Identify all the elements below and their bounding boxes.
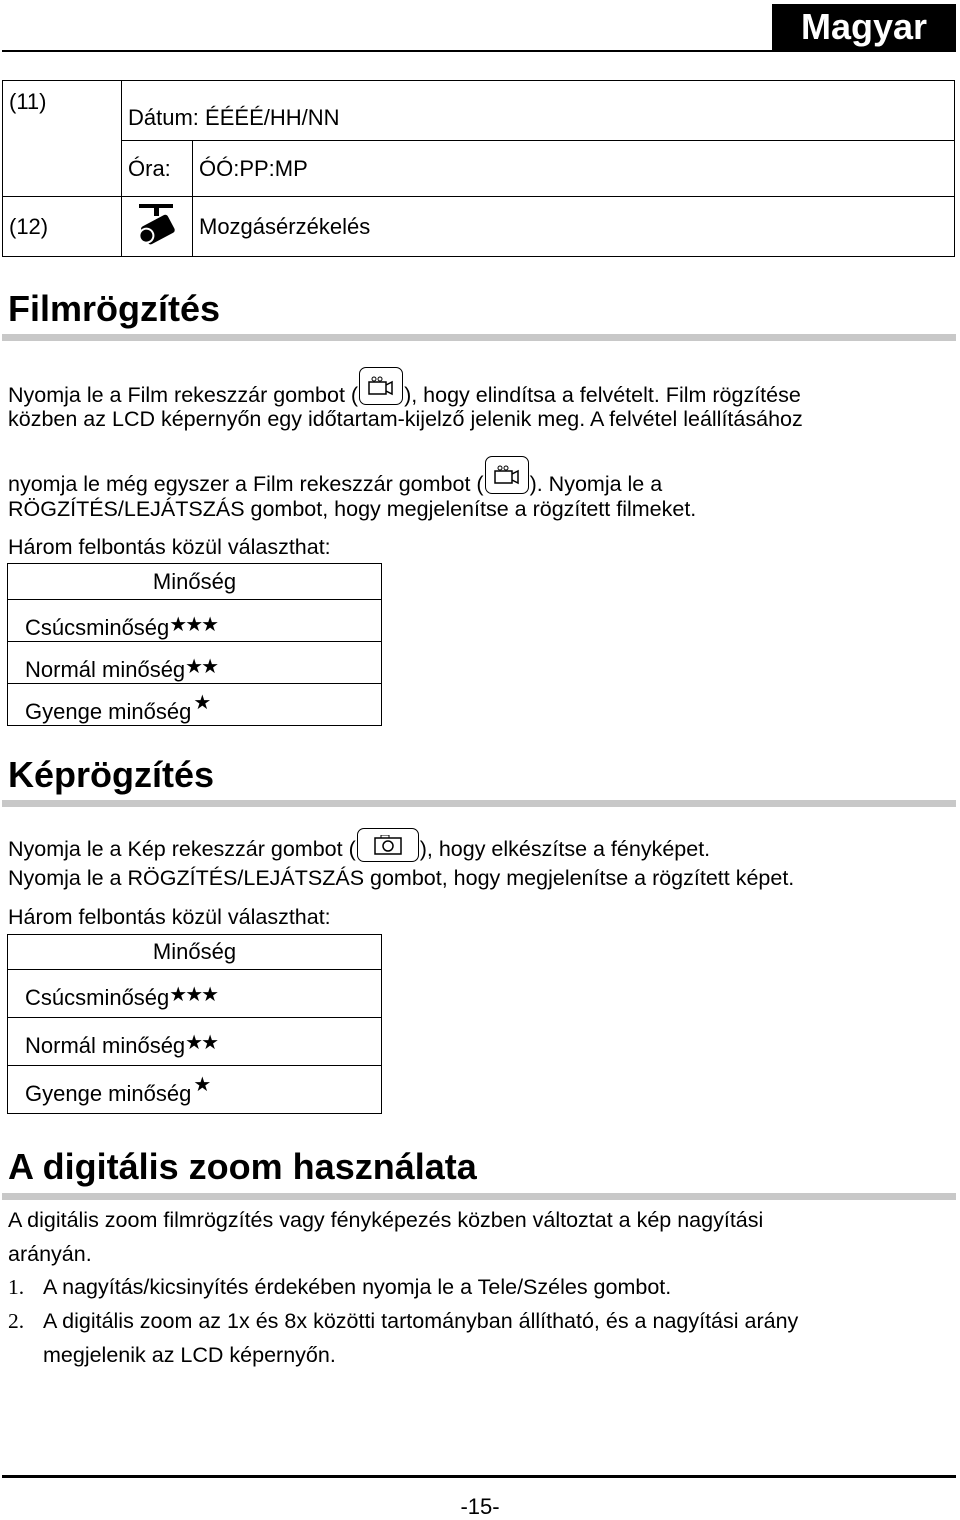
- three-stars-icon: ★★★: [169, 614, 218, 636]
- page-number: -15-: [460, 1494, 500, 1519]
- spec-table: [2, 80, 955, 257]
- header-rule: [2, 50, 956, 52]
- photo-paragraph-line1: [8, 828, 710, 862]
- time-value: ÓÓ:PP:MP: [193, 141, 955, 197]
- photo-text: ), hogy elkészítse a fényképet.: [419, 837, 711, 861]
- quality-header: Minőség: [8, 564, 382, 600]
- photo-text: Nyomja le a Kép rekeszzár gombot (: [8, 837, 356, 861]
- three-stars-icon: ★★★: [169, 984, 218, 1006]
- movie-shutter-button-icon: [359, 367, 403, 405]
- motion-icon-cell: [122, 197, 193, 257]
- zoom-heading-rule: [2, 1193, 956, 1200]
- quality-row-normal: [8, 1018, 382, 1066]
- quality-label: Normál minőség: [25, 1033, 186, 1058]
- film-quality-table: [7, 563, 382, 726]
- film-heading: Filmrögzítés: [8, 288, 221, 329]
- one-star-icon: ★: [193, 1074, 212, 1096]
- spec-row-number: (11): [3, 81, 122, 197]
- zoom-list-item-continuation: megjelenik az LCD képernyőn.: [43, 1343, 336, 1367]
- film-heading-rule: [2, 334, 956, 341]
- quality-row-normal: [8, 642, 382, 684]
- date-value: ÉÉÉÉ/HH/NN: [205, 104, 340, 130]
- film-paragraph-line4: RÖGZÍTÉS/LEJÁTSZÁS gombot, hogy megjelenítse a rögzített filmeket.: [8, 497, 697, 521]
- quality-row-low: [8, 684, 382, 726]
- motion-detection-value: Mozgásérzékelés: [193, 197, 955, 257]
- quality-row-best: [8, 600, 382, 642]
- list-number: 1.: [8, 1275, 25, 1299]
- zoom-list-item: [8, 1276, 671, 1298]
- two-stars-icon: ★★: [185, 656, 218, 678]
- quality-row-low: [8, 1066, 382, 1114]
- film-paragraph-line3: [8, 456, 662, 495]
- quality-row-best: [8, 970, 382, 1018]
- photo-heading: Képrögzítés: [8, 754, 215, 795]
- list-text: A digitális zoom az 1x és 8x közötti tartományban állítható, és a nagyítási arány: [43, 1309, 799, 1333]
- zoom-paragraph-line1: A digitális zoom filmrögzítés vagy fényképezés közben változtat a kép nagyítási: [8, 1208, 764, 1232]
- zoom-paragraph-line2: arányán.: [8, 1242, 92, 1266]
- language-badge: Magyar: [772, 4, 956, 50]
- film-paragraph-line1: [8, 367, 801, 406]
- quality-label: Gyenge minőség: [25, 699, 192, 724]
- film-text: ). Nyomja le a: [529, 472, 663, 496]
- quality-header: Minőség: [8, 935, 382, 970]
- quality-label: Normál minőség: [25, 657, 186, 682]
- film-paragraph-line2: közben az LCD képernyőn egy időtartam-kijelző jelenik meg. A felvétel leállításához: [8, 407, 803, 431]
- quality-label: Csúcsminőség: [25, 985, 170, 1010]
- date-label: Dátum:: [128, 104, 199, 130]
- film-text: nyomja le még egyszer a Film rekeszzár gombot (: [8, 472, 484, 496]
- list-text: A nagyítás/kicsinyítés érdekében nyomja le a Tele/Széles gombot.: [43, 1275, 672, 1299]
- photo-quality-table: [7, 934, 382, 1114]
- spec-row-number: (12): [3, 197, 122, 257]
- zoom-list-item: [8, 1310, 798, 1332]
- quality-label: Gyenge minőség: [25, 1081, 192, 1106]
- date-cell: [122, 81, 955, 141]
- film-paragraph-line5: Három felbontás közül választhat:: [8, 535, 331, 559]
- one-star-icon: ★: [193, 692, 212, 714]
- film-text: Nyomja le a Film rekeszzár gombot (: [8, 383, 359, 407]
- photo-shutter-button-icon: [357, 828, 419, 862]
- photo-paragraph-line3: Három felbontás közül választhat:: [8, 905, 331, 929]
- photo-paragraph-line2: Nyomja le a RÖGZÍTÉS/LEJÁTSZÁS gombot, hogy megjelenítse a rögzített képet.: [8, 866, 795, 890]
- list-number: 2.: [8, 1309, 25, 1333]
- time-label: Óra:: [122, 141, 193, 197]
- movie-shutter-button-icon: [485, 456, 529, 494]
- motion-camera-icon: [137, 202, 177, 246]
- film-text: ), hogy elindítsa a felvételt. Film rögzítése: [404, 383, 801, 407]
- photo-heading-rule: [2, 800, 956, 807]
- two-stars-icon: ★★: [185, 1032, 218, 1054]
- zoom-heading: A digitális zoom használata: [8, 1146, 477, 1187]
- quality-label: Csúcsminőség: [25, 615, 170, 640]
- footer-rule: [2, 1475, 956, 1478]
